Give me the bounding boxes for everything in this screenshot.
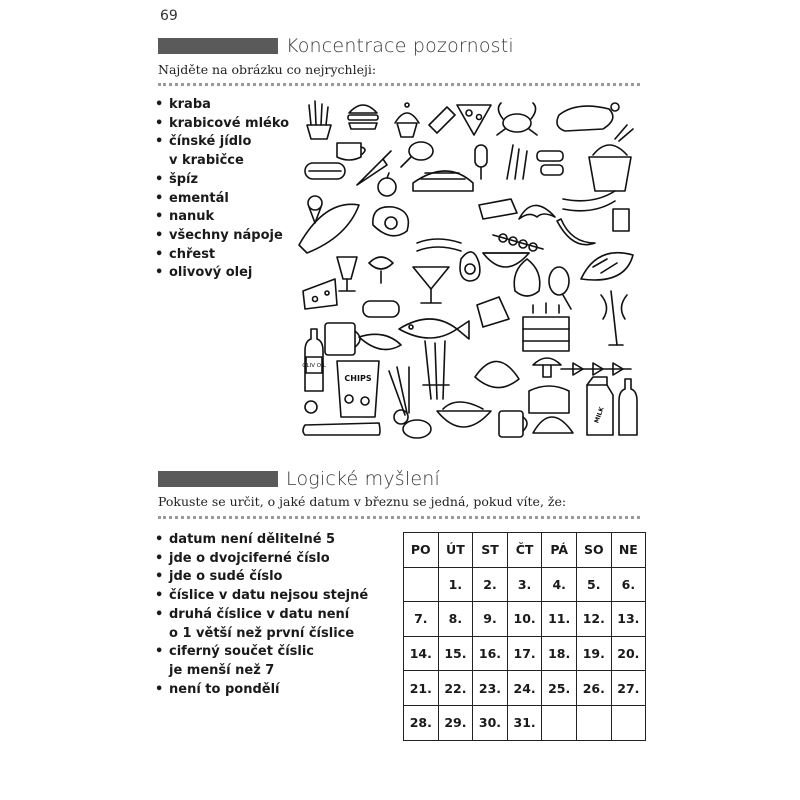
bullet-icon: •	[155, 681, 164, 697]
herb-icon	[369, 257, 393, 283]
list-item-text: špíz	[169, 171, 199, 187]
list-item	[155, 264, 289, 283]
calendar-date-cell: 17.	[507, 636, 542, 671]
mushroom-icon	[533, 358, 561, 377]
bullet-icon: •	[155, 606, 164, 622]
cake-icon	[523, 303, 569, 351]
calendar-date-cell: 13.	[611, 602, 646, 637]
pie-icon	[413, 171, 473, 191]
calendar-date-cell: 23.	[473, 671, 508, 706]
cup-icon	[337, 143, 365, 160]
clues-list	[155, 531, 368, 699]
list-item-text: olivový olej	[169, 265, 253, 281]
list-item-text: číslice v datu nejsou stejné	[169, 588, 369, 604]
search-items-list	[155, 96, 289, 283]
calendar-table	[403, 532, 646, 741]
cocktail-icon	[413, 267, 449, 303]
page-number: 69	[160, 8, 178, 24]
list-item	[155, 115, 289, 134]
potato-icon	[403, 420, 431, 438]
calendar-date-cell: 27.	[611, 671, 646, 706]
list-item-text: je menší než 7	[169, 662, 275, 678]
calendar-date-cell: 12.	[576, 602, 611, 637]
onion-icon	[514, 259, 540, 296]
calendar-week-row	[404, 567, 646, 602]
calendar-week-row	[404, 636, 646, 671]
wrap-icon	[479, 199, 517, 219]
list-item-text: není to pondělí	[169, 681, 280, 697]
calendar-date-cell: 6.	[611, 567, 646, 602]
list-item-text: druhá číslice v datu není	[169, 606, 350, 622]
calendar-date-cell: 28.	[404, 705, 439, 740]
burrito-icon	[429, 107, 455, 133]
list-item	[155, 208, 289, 227]
croissant-icon	[519, 205, 555, 219]
icecream-icon	[308, 196, 322, 223]
fish-skewer-icon	[561, 363, 631, 375]
list-item-text: nanuk	[169, 209, 215, 225]
list-item-text: kraba	[169, 97, 211, 112]
list-item-text: ciferný součet číslic	[169, 644, 315, 660]
milk-label: MILK	[593, 406, 606, 425]
calendar-day-header: NE	[611, 533, 646, 568]
sausage-icon	[563, 191, 615, 211]
bullet-icon	[155, 152, 169, 171]
calendar-date-cell: 10.	[507, 602, 542, 637]
list-item	[155, 190, 289, 209]
list-item-text: ementál	[169, 190, 229, 206]
list-item-text: jde o dvojciferné číslo	[169, 550, 330, 566]
calendar-date-cell: 1.	[438, 567, 473, 602]
calendar-day-header: PÁ	[542, 533, 577, 568]
instruction-text: Najděte na obrázku co nejrychleji:	[158, 62, 377, 77]
chicken-leg-icon	[401, 142, 433, 167]
fries-icon	[307, 101, 331, 139]
list-item-text: krabicové mléko	[169, 115, 290, 131]
calendar-date-cell: 19.	[576, 636, 611, 671]
drumstick-icon	[549, 267, 571, 309]
calendar-week-row	[404, 705, 646, 740]
lemon-icon	[305, 401, 317, 413]
drink-glass-icon	[337, 257, 357, 291]
sushi-icon	[537, 151, 563, 175]
list-item-text: chřest	[169, 246, 216, 262]
braided-bread-icon	[581, 253, 633, 280]
cupcake-icon	[395, 103, 419, 137]
bun-icon	[359, 334, 401, 349]
bullet-icon: •	[155, 97, 164, 112]
asparagus-bundle-icon	[423, 341, 449, 399]
section-bar	[158, 38, 278, 54]
fish-icon	[399, 319, 469, 339]
calendar-header-row	[404, 533, 646, 568]
list-item	[155, 133, 289, 152]
bullet-icon: •	[155, 532, 164, 547]
list-item-text: v krabičce	[169, 153, 244, 169]
calendar-date-cell: 2.	[473, 567, 508, 602]
calendar-day-header: PO	[404, 533, 439, 568]
list-item	[155, 625, 368, 644]
calendar-date-cell: 5.	[576, 567, 611, 602]
calendar-day-header: ÚT	[438, 533, 473, 568]
list-item	[155, 606, 368, 625]
section-title: Koncentrace pozornosti	[286, 35, 514, 57]
banana-icon	[557, 219, 595, 245]
chips-bag-icon	[337, 361, 379, 417]
list-item	[155, 681, 368, 700]
asparagus-icon	[507, 145, 527, 179]
calendar-date-cell: 22.	[438, 671, 473, 706]
soup-bowl-icon	[483, 253, 529, 267]
bullet-icon: •	[155, 265, 164, 281]
chips-label: CHIPS	[344, 374, 372, 383]
bullet-icon: •	[155, 171, 164, 187]
food-illustration	[297, 95, 642, 440]
bread-icon	[299, 204, 359, 253]
sandwich-icon	[477, 297, 509, 327]
bullet-icon: •	[155, 644, 164, 660]
oil-bottle-icon	[305, 329, 323, 391]
list-item	[155, 568, 368, 587]
cheese-icon	[303, 279, 337, 309]
list-item	[155, 171, 289, 190]
list-item	[155, 227, 289, 246]
bullet-icon: •	[155, 246, 164, 262]
calendar-day-header: ST	[473, 533, 508, 568]
bottle-icon	[619, 379, 637, 435]
list-item-text: všechny nápoje	[169, 227, 283, 243]
list-item-text: o 1 větší než první číslice	[169, 625, 355, 641]
calendar-week-row	[404, 602, 646, 637]
calendar-date-cell: 31.	[507, 705, 542, 740]
list-item	[155, 643, 368, 662]
calendar-date-cell: 9.	[473, 602, 508, 637]
calendar-date-cell: 20.	[611, 636, 646, 671]
instruction-text: Pokuste se určit, o jaké datum v březnu se jedná, pokud víte, že:	[158, 494, 567, 509]
list-item-text: čínské jídlo	[169, 134, 252, 150]
loaf-icon	[529, 386, 569, 413]
taco-icon	[533, 417, 573, 433]
list-item-text: jde o sudé číslo	[169, 569, 283, 585]
roast-chicken-icon	[475, 361, 519, 387]
list-item	[155, 96, 289, 115]
dotted-divider	[158, 516, 640, 519]
calendar-date-cell: 16.	[473, 636, 508, 671]
lobster-icon	[601, 291, 627, 345]
avocado-icon	[460, 252, 480, 281]
calendar-date-cell: 30.	[473, 705, 508, 740]
list-item	[155, 246, 289, 265]
calendar-date-cell: 24.	[507, 671, 542, 706]
popsicle-icon	[475, 145, 487, 179]
calendar-day-header: ČT	[507, 533, 542, 568]
section-title: Logické myšlení	[286, 468, 440, 490]
list-item	[155, 587, 368, 606]
list-item	[155, 550, 368, 569]
calendar-date-cell: 8.	[438, 602, 473, 637]
hotdog-icon	[305, 163, 345, 179]
baguette-icon	[303, 423, 380, 435]
calendar-date-cell: 21.	[404, 671, 439, 706]
calendar-date-cell: 26.	[576, 671, 611, 706]
calendar-date-cell	[542, 705, 577, 740]
bullet-icon	[155, 662, 169, 681]
steak-icon	[557, 103, 619, 131]
crab-icon	[497, 103, 537, 135]
beer-mug-icon	[499, 411, 527, 437]
bullet-icon: •	[155, 209, 164, 225]
list-item	[155, 152, 289, 171]
calendar-date-cell: 3.	[507, 567, 542, 602]
bullet-icon: •	[155, 569, 164, 585]
box-icon	[613, 209, 629, 231]
calendar-date-cell: 29.	[438, 705, 473, 740]
egg-icon	[373, 207, 409, 236]
bullet-icon: •	[155, 134, 164, 150]
list-item-text: datum není dělitelné 5	[169, 532, 336, 547]
calendar-date-cell	[611, 705, 646, 740]
bullet-icon: •	[155, 550, 164, 566]
calendar-date-cell: 18.	[542, 636, 577, 671]
bullet-icon: •	[155, 227, 164, 243]
list-item	[155, 531, 368, 550]
calendar-date-cell: 4.	[542, 567, 577, 602]
apple-icon	[378, 173, 396, 196]
calendar-date-cell: 25.	[542, 671, 577, 706]
section-bar	[158, 471, 278, 487]
section-header-logic	[158, 467, 440, 491]
kebab-icon	[493, 234, 543, 251]
bullet-icon	[155, 625, 169, 644]
oil-label: OLIV OIL	[302, 363, 326, 369]
vegetable-bunch-icon	[389, 367, 409, 424]
calendar-date-cell: 15.	[438, 636, 473, 671]
takeout-box-icon	[589, 125, 633, 191]
bullet-icon: •	[155, 190, 164, 206]
calendar-day-header: SO	[576, 533, 611, 568]
calendar-date-cell	[576, 705, 611, 740]
bullet-icon: •	[155, 588, 164, 604]
dotted-divider	[158, 83, 640, 86]
bullet-icon: •	[155, 115, 164, 131]
burger-icon	[348, 105, 378, 129]
carrot-icon	[357, 151, 391, 185]
bacon-icon	[417, 239, 461, 251]
list-item	[155, 662, 368, 681]
calendar-date-cell: 14.	[404, 636, 439, 671]
section-header-concentration	[158, 34, 514, 58]
calendar-date-cell: 7.	[404, 602, 439, 637]
calendar-week-row	[404, 671, 646, 706]
milk-carton-icon	[587, 377, 613, 435]
salad-bowl-icon	[437, 402, 491, 427]
mug-icon	[325, 323, 360, 355]
roll-icon	[363, 301, 399, 317]
pizza-icon	[457, 105, 491, 135]
calendar-date-cell	[404, 567, 439, 602]
calendar-date-cell: 11.	[542, 602, 577, 637]
